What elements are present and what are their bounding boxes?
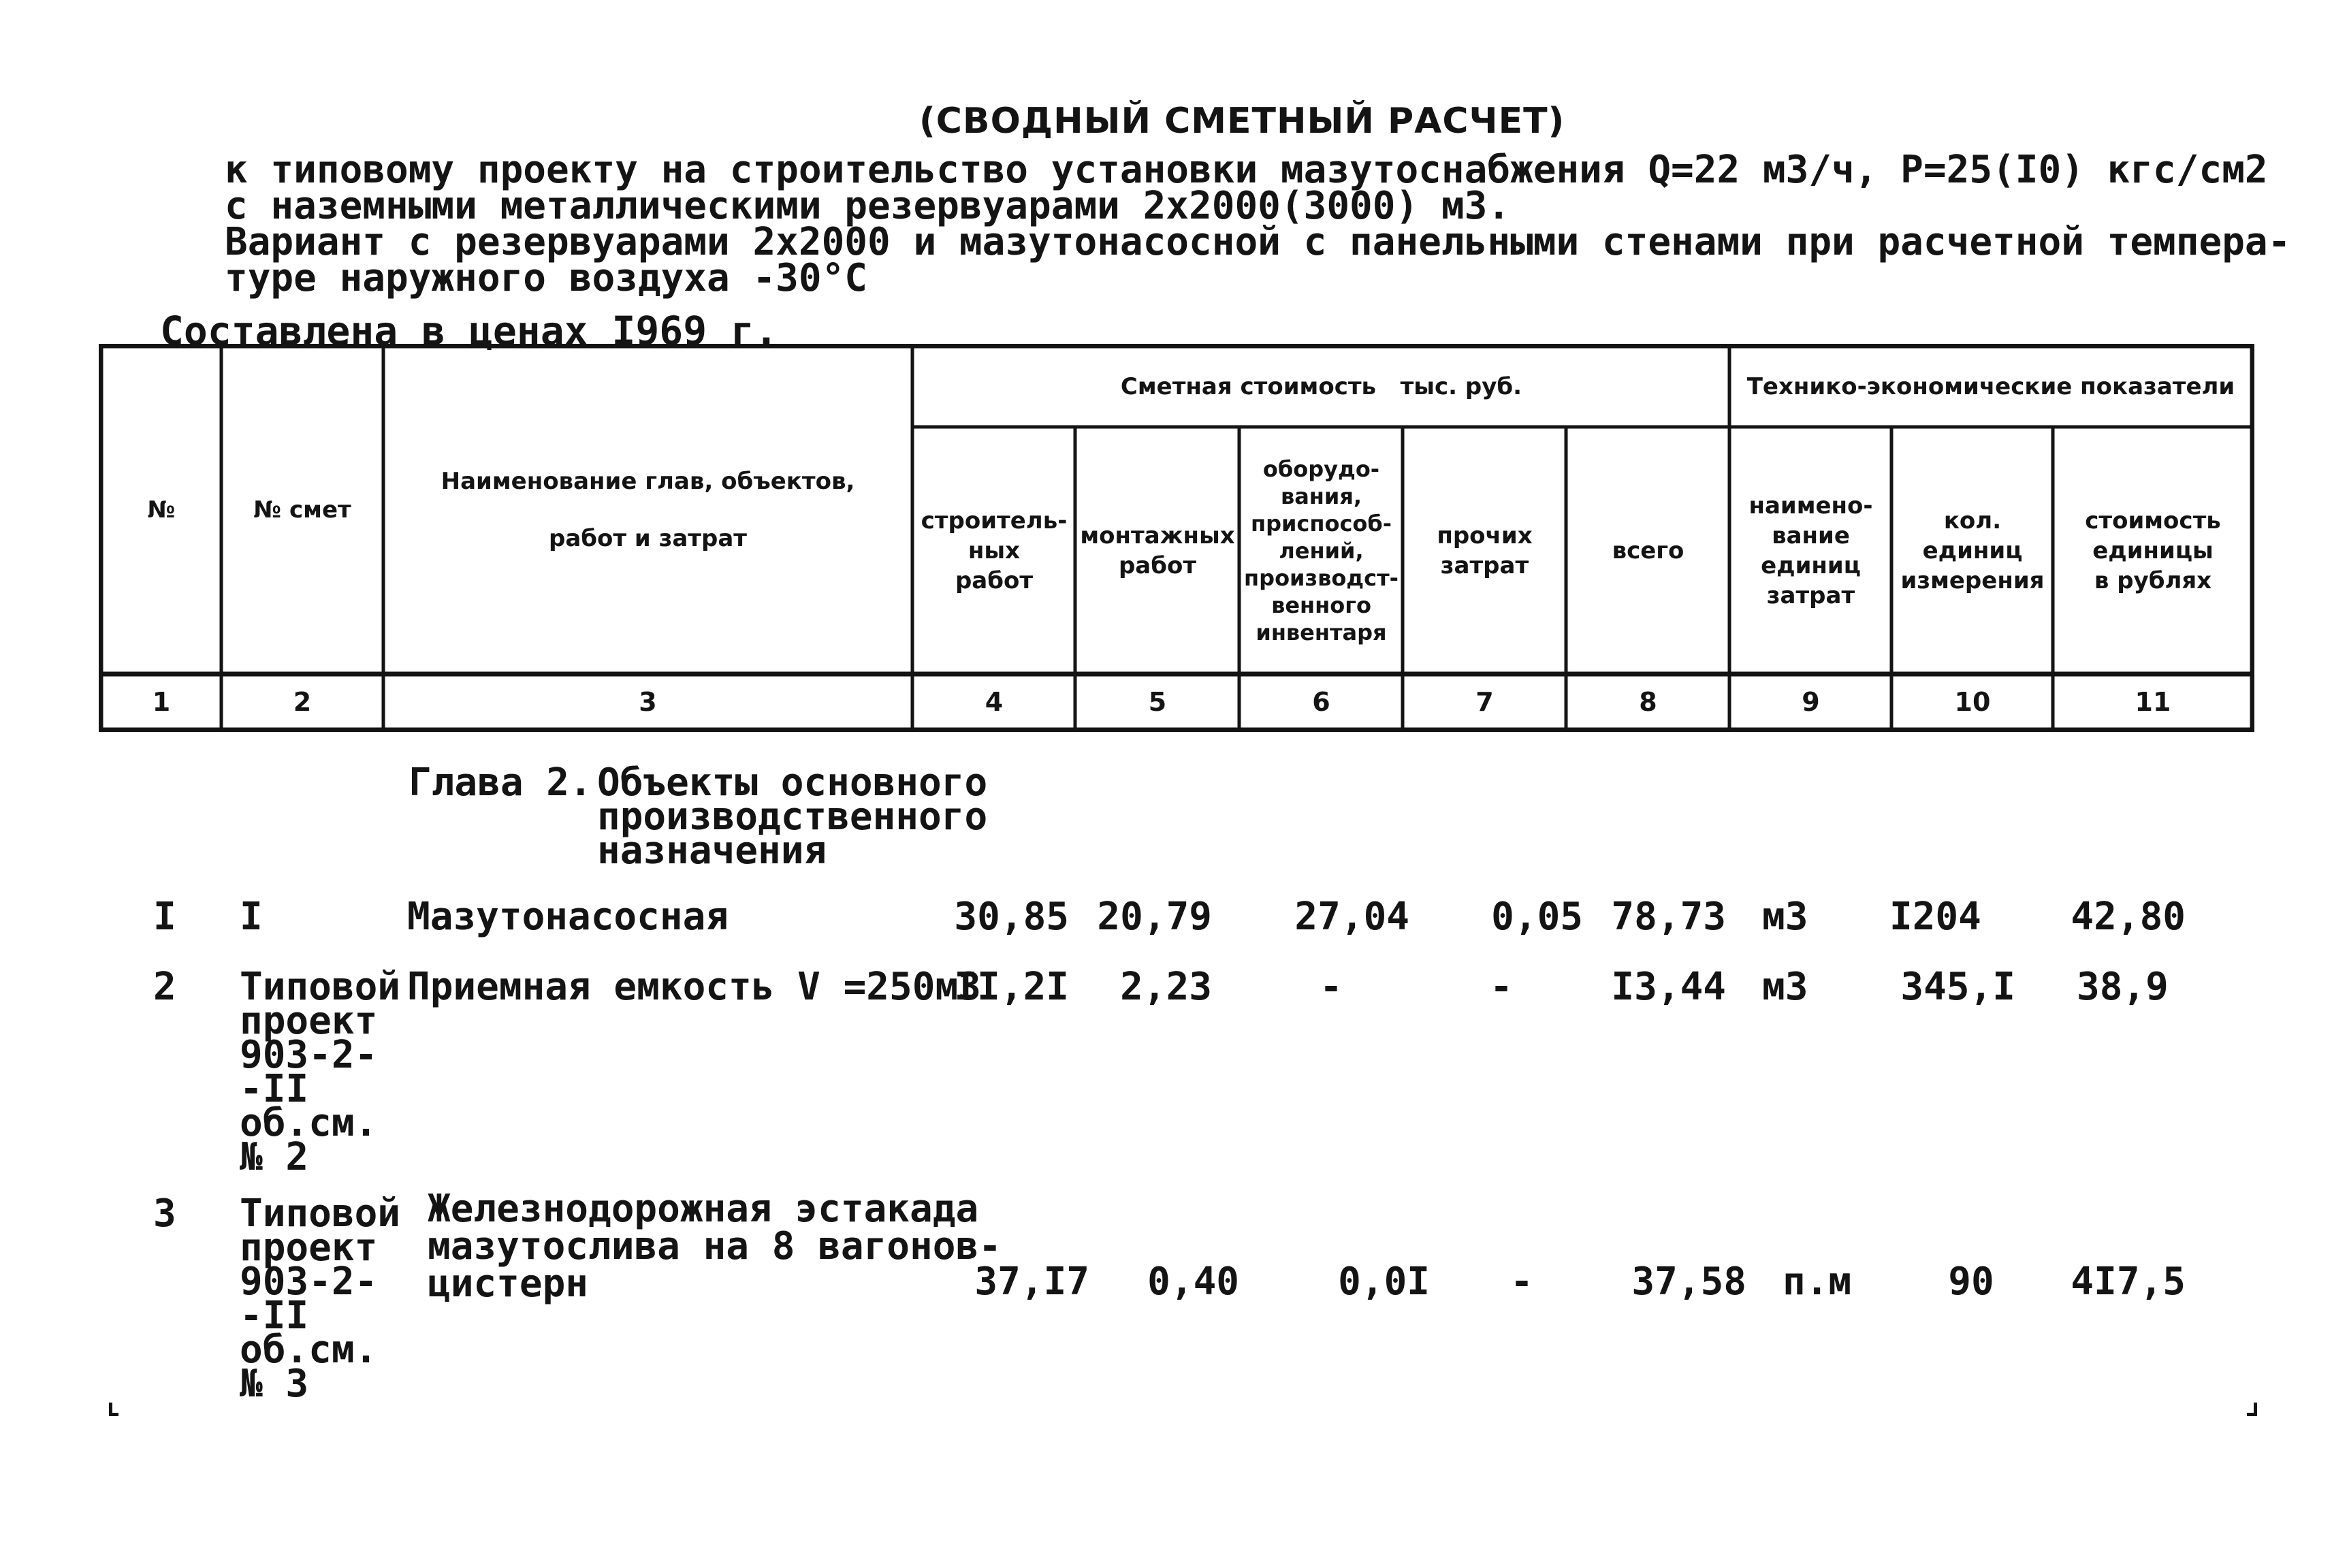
subtitle-line-4: туре наружного воздуха -30°C — [225, 256, 868, 300]
row-3-estimate: Типовой проект 903-2- -II об.см. № 3 — [240, 1191, 401, 1406]
row-1-construction: 30,85 — [954, 895, 1069, 939]
col-header-name — [385, 348, 910, 672]
col-header-unit-name: наимено- вание единиц затрат — [1748, 492, 1873, 609]
col-number-7: 7 — [1475, 687, 1494, 717]
row-3-total: 37,58 — [1631, 1260, 1746, 1304]
col-header-number: № — [147, 496, 176, 524]
col-number-4: 4 — [985, 687, 1004, 717]
col-number-5: 5 — [1148, 687, 1167, 717]
row-1-installation: 20,79 — [1097, 895, 1212, 939]
chapter-title-line-1: Объекты основного — [597, 761, 988, 805]
row-2-unit: м3 — [1762, 965, 1808, 1009]
subtitle-line-3: Вариант с резервуарами 2х2000 и мазутонасосной с панельными стенами при расчетной темпера- — [225, 220, 2291, 264]
chapter-label: Глава 2. — [409, 761, 592, 805]
row-1-unit-cost: 42,80 — [2071, 895, 2186, 939]
subtitle-line-2: с наземными металлическими резервуарами 2х2000(3000) м3. — [225, 184, 1511, 228]
row-1-other: 0,05 — [1491, 895, 1583, 939]
col-header-total: всего — [1612, 537, 1684, 564]
col-header-installation: монтажных работ — [1080, 522, 1235, 579]
col-number-1: 1 — [152, 687, 171, 717]
row-2-estimate: Типовой проект 903-2- -II об.см. № 2 — [240, 965, 401, 1179]
chapter-title-line-2: производственного — [597, 795, 988, 839]
col-header-construction: строитель- ных работ — [921, 507, 1068, 594]
group-header-tech: Технико-экономические показатели — [1746, 373, 2235, 400]
row-2-unit-cost: 38,9 — [2077, 965, 2169, 1009]
row-2-quantity: 345,I — [1900, 965, 2015, 1009]
row-3-quantity: 90 — [1948, 1260, 1994, 1304]
col-number-10: 10 — [1954, 687, 1991, 717]
row-2-installation: 2,23 — [1120, 965, 1212, 1009]
row-2-construction: II,2I — [954, 965, 1069, 1009]
row-3-name: Железнодорожная эстакада мазутослива на 8 вагонов- цистерн — [428, 1187, 1002, 1306]
col-header-quantity: кол. единиц измерения — [1900, 507, 2045, 594]
col-header-name-line-1: Наименование глав, объектов, — [441, 468, 855, 495]
subtitle-line-1: к типовому проекту на строительство установки мазутоснабжения Q=22 м3/ч, P=25(I0) кгс/см2 — [225, 148, 2268, 192]
crop-mark-right-foot — [2247, 1413, 2256, 1416]
row-1-number: I — [153, 895, 176, 939]
row-2-other: - — [1490, 965, 1513, 1009]
col-number-3: 3 — [639, 687, 657, 717]
col-header-other: прочих затрат — [1437, 522, 1533, 579]
row-1-quantity: I204 — [1889, 895, 1981, 939]
row-2-equipment: - — [1320, 965, 1343, 1009]
chapter-title-line-3: назначения — [597, 829, 827, 873]
col-header-unit-cost: стоимость единицы в рублях — [2085, 507, 2221, 594]
col-number-9: 9 — [1802, 687, 1820, 717]
group-header-cost: Сметная стоимость тыс. руб. — [1120, 373, 1522, 400]
row-2-number: 2 — [153, 965, 176, 1009]
col-header-equipment: оборудо- вания, приспособ- лений, производст- венного инвентаря — [1244, 455, 1399, 645]
col-number-8: 8 — [1639, 687, 1657, 717]
row-3-installation: 0,40 — [1147, 1260, 1239, 1304]
row-2-name: Приемная емкость V =250м3 — [407, 965, 981, 1009]
price-basis: Составлена в ценах I969 г. — [160, 308, 778, 354]
crop-mark-left-foot — [109, 1413, 118, 1416]
row-1-name: Мазутонасосная — [407, 895, 729, 939]
row-1-equipment: 27,04 — [1294, 895, 1409, 939]
col-header-name-line-2: работ и затрат — [549, 525, 747, 552]
col-header-estimate-no: № смет — [253, 496, 351, 524]
row-1-estimate: I — [240, 895, 263, 939]
row-3-equipment: 0,0I — [1338, 1260, 1430, 1304]
row-2-total: I3,44 — [1611, 965, 1726, 1009]
row-3-unit-cost: 4I7,5 — [2071, 1260, 2186, 1304]
row-1-unit: м3 — [1762, 895, 1808, 939]
row-3-number: 3 — [153, 1191, 176, 1236]
document-title: (СВОДНЫЙ СМЕТНЫЙ РАСЧЕТ) — [919, 101, 1565, 142]
col-number-6: 6 — [1312, 687, 1330, 717]
row-1-total: 78,73 — [1611, 895, 1726, 939]
row-3-other: - — [1510, 1260, 1533, 1304]
col-number-2: 2 — [293, 687, 312, 717]
row-3-unit: п.м — [1783, 1260, 1852, 1304]
row-3-construction: 37,I7 — [974, 1260, 1089, 1304]
col-number-11: 11 — [2135, 687, 2171, 717]
header-table — [99, 344, 2254, 732]
